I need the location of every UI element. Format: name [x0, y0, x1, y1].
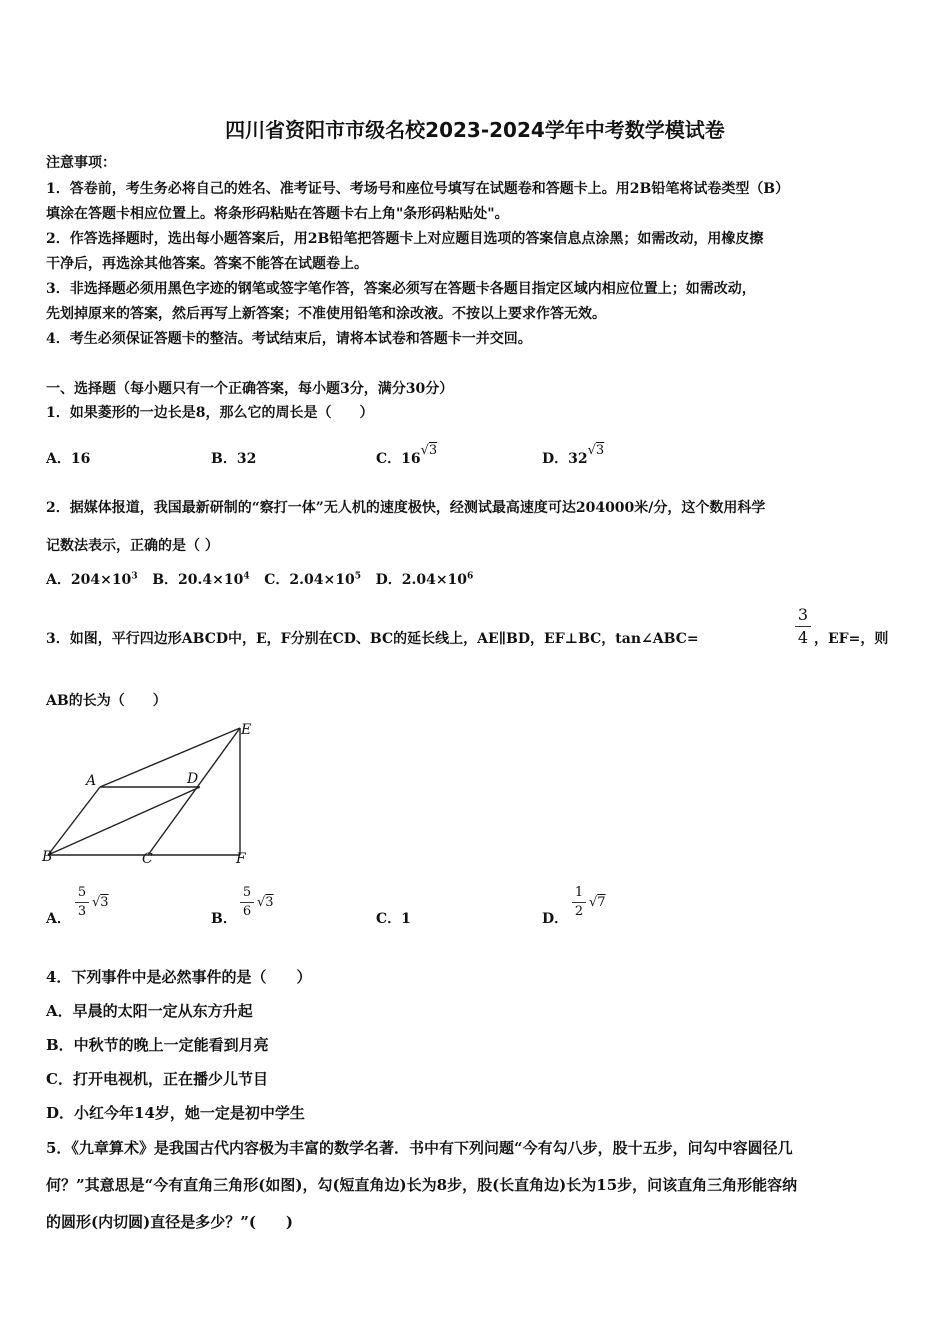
option-b-fraction: 5 6: [240, 886, 254, 919]
notice-line: 先划掉原来的答案，然后再写上新答案；不准使用铅笔和涂改液。不按以上要求作答无效。: [46, 306, 606, 322]
option-d: D．32√3: [542, 443, 605, 467]
notice-line: 干净后，再选涂其他答案。答案不能答在试题卷上。: [46, 256, 368, 272]
label-f: F: [236, 851, 246, 867]
option-b: B．中秋节的晚上一定能看到月亮: [46, 1036, 269, 1054]
label-b: B: [42, 849, 53, 865]
notice-line: 3．非选择题必须用黑色字迹的钢笔或签字笔作答，答案必须写在答题卡各题目指定区域内相应位置上；如需改动，: [46, 281, 756, 297]
question-stem: 4．下列事件中是必然事件的是（ ）: [46, 968, 312, 986]
label-d: D: [187, 771, 199, 787]
question-stem-tail: ，EF=，则: [814, 631, 889, 647]
notice-line: 填涂在答题卡相应位置上。将条形码粘贴在答题卡右上角"条形码粘贴处"。: [46, 206, 509, 222]
label-e: E: [241, 722, 252, 738]
option-a-label: A．: [46, 911, 71, 927]
notice-line: 2．作答选择题时，选出每小题答案后，用2B铅笔把答题卡上对应题目选项的答案信息点涂黑；如需改动，用橡皮擦: [46, 231, 764, 247]
option-a: A．早晨的太阳一定从东方升起: [46, 1002, 253, 1020]
option-b: B．$20.4\times 10^4$: [152, 571, 250, 588]
parallelogram-figure: [40, 718, 265, 868]
question-stem-line: 何？”其意思是“今有直角三角形(如图)，勾(短直角边)长为8步，股(长直角边)长为15步，问该直角三角形能容纳: [46, 1176, 798, 1194]
question-stem-line: 5．《九章算术》是我国古代内容极为丰富的数学名著．书中有下列问题“今有勾八步，股十五步，问勾中容圆径几: [46, 1139, 793, 1157]
edge-ab: [48, 787, 100, 855]
option-d-root: √7: [589, 895, 606, 910]
option-c: C．$2.04\times 10^5$: [264, 571, 361, 588]
question-stem-line: 3．如图，平行四边形ABCD中，E，F分别在CD、BC的延长线上，AE∥BD，EF⊥BC，tan∠ABC=: [46, 631, 699, 647]
notice-heading: 注意事项：: [46, 155, 116, 171]
notice-line: 4．考生必须保证答题卡的整洁。考试结束后，请将本试卷和答题卡一并交回。: [46, 331, 532, 347]
section-heading: 一、选择题（每小题只有一个正确答案，每小题3分，满分30分）: [46, 381, 454, 397]
label-c: C: [142, 851, 153, 867]
option-a-root: √3: [92, 895, 109, 910]
option-d-fraction: 1 2: [572, 886, 586, 919]
diagonal-bd: [48, 787, 200, 855]
notice-line: 1．答卷前，考生务必将自己的姓名、准考证号、考场号和座位号填写在试题卷和答题卡上。用2B铅笔将试卷类型（B）: [46, 181, 790, 197]
option-a-fraction: 5 3: [75, 886, 89, 919]
option-d-label: D．: [542, 911, 569, 927]
option-c: C．1: [376, 911, 411, 927]
option-b-root: √3: [257, 895, 274, 910]
options-row: [46, 569, 473, 589]
option-b-label: B．: [211, 911, 237, 927]
question-stem-line: 2．据媒体报道，我国最新研制的“察打一体”无人机的速度极快，经测试最高速度可达204000米/分，这个数用科学: [46, 500, 766, 516]
question-stem-line: 的圆形(内切圆)直径是多少？”( ): [46, 1213, 294, 1231]
option-c: C．打开电视机，正在播少儿节目: [46, 1070, 268, 1088]
option-c: C．16√3: [376, 443, 438, 467]
option-a: A．16: [46, 451, 91, 467]
option-a: A．$204\times 10^3$: [46, 571, 138, 588]
question-stem-line: 记数法表示，正确的是（ ）: [46, 538, 219, 554]
option-d: D．小红今年14岁，她一定是初中学生: [46, 1104, 305, 1122]
fraction-three-quarters: 3 4: [795, 606, 811, 647]
page-title: 四川省资阳市市级名校2023-2024学年中考数学模试卷: [225, 118, 725, 142]
option-b: B．32: [211, 451, 257, 467]
option-d: D．$2.04\times 10^6$: [375, 571, 474, 588]
question-stem-line: AB的长为（ ）: [46, 693, 167, 709]
label-a: A: [86, 773, 97, 789]
question-stem: 1．如果菱形的一边长是8，那么它的周长是（ ）: [46, 405, 374, 421]
